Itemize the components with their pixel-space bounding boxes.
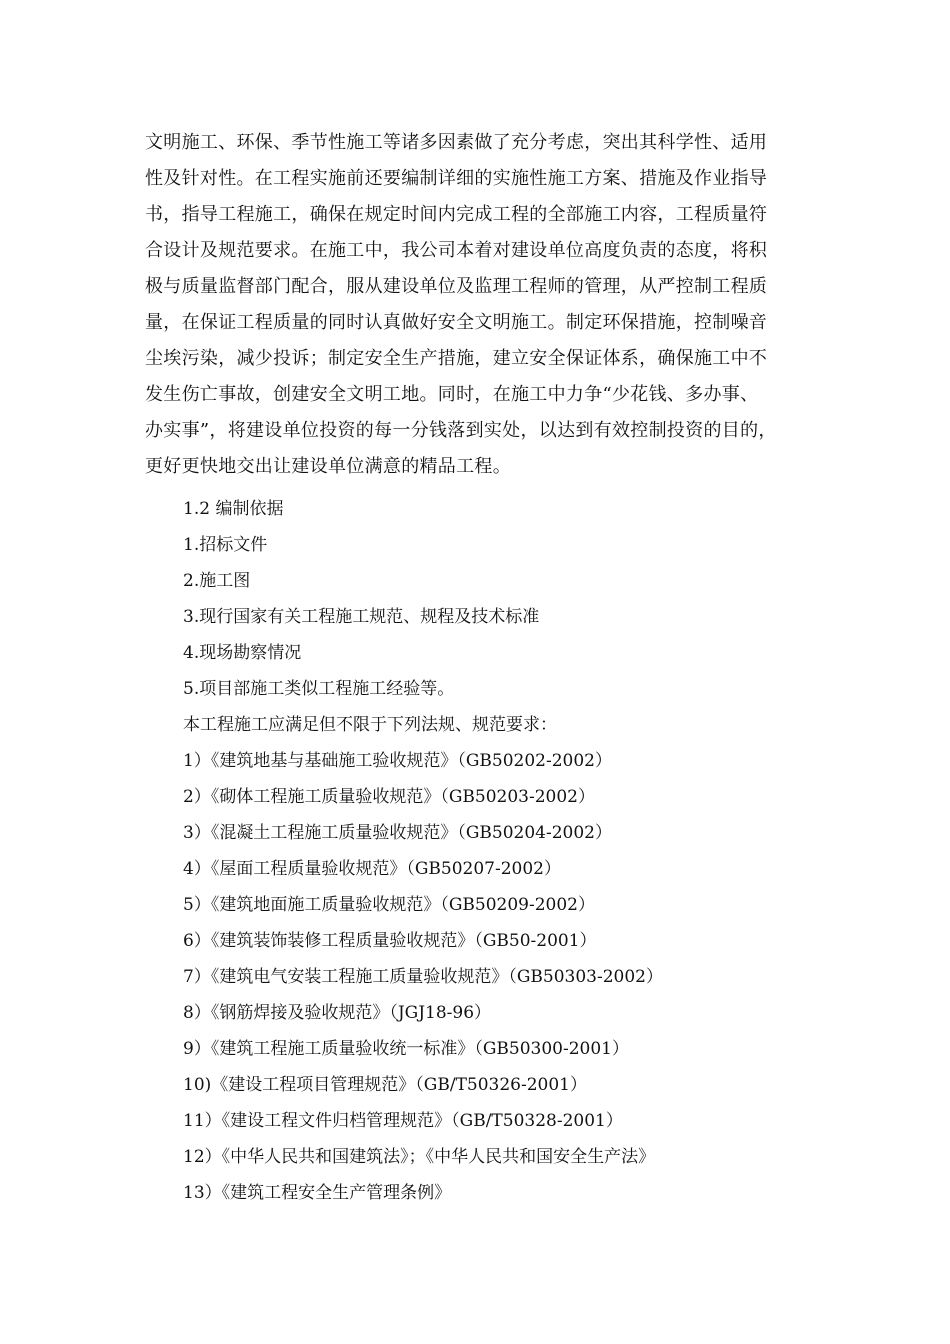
standard-item: 6）《建筑装饰装修工程质量验收规范》（GB50-2001）	[183, 931, 597, 951]
standard-item: 13）《建筑工程安全生产管理条例》	[183, 1183, 452, 1203]
paragraph-line: 更好更快地交出让建设单位满意的精品工程。	[145, 456, 511, 477]
list-intro: 本工程施工应满足但不限于下列法规、规范要求：	[183, 715, 557, 735]
paragraph-line: 文明施工、环保、季节性施工等诸多因素做了充分考虑，突出其科学性、适用	[145, 132, 768, 153]
paragraph-line: 性及针对性。在工程实施前还要编制详细的实施性施工方案、措施及作业指导	[145, 168, 768, 189]
basis-list	[183, 491, 663, 1211]
standard-item: 10)《建设工程项目管理规范》（GB/T50326-2001）	[183, 1075, 587, 1095]
standard-item: 5）《建筑地面施工质量验收规范》（GB50209-2002）	[183, 895, 595, 915]
paragraph-line: 发生伤亡事故，创建安全文明工地。同时，在施工中力争“少花钱、多办事、	[145, 384, 759, 405]
paragraph-line: 办实事”，将建设单位投资的每一分钱落到实处，以达到有效控制投资的目的，	[145, 420, 777, 441]
standard-item: 12）《中华人民共和国建筑法》；《中华人民共和国安全生产法》	[183, 1147, 656, 1167]
standard-item: 3）《混凝土工程施工质量验收规范》（GB50204-2002）	[183, 823, 612, 843]
paragraph-line: 极与质量监督部门配合，服从建设单位及监理工程师的管理，从严控制工程质	[145, 276, 768, 297]
paragraph-line: 量，在保证工程质量的同时认真做好安全文明施工。制定环保措施，控制噪音	[145, 312, 768, 333]
body-paragraph	[145, 125, 815, 485]
paragraph-line: 尘埃污染，减少投诉；制定安全生产措施，建立安全保证体系，确保施工中不	[145, 348, 768, 369]
list-item: 1.招标文件	[183, 535, 268, 555]
list-item: 5.项目部施工类似工程施工经验等。	[183, 679, 455, 699]
list-item: 4.现场勘察情况	[183, 643, 302, 663]
standard-item: 9）《建筑工程施工质量验收统一标准》（GB50300-2001）	[183, 1039, 629, 1059]
section-heading: 1.2 编制依据	[183, 499, 284, 519]
list-item: 2.施工图	[183, 571, 251, 591]
standard-item: 7）《建筑电气安装工程施工质量验收规范》（GB50303-2002）	[183, 967, 663, 987]
standard-item: 8）《钢筋焊接及验收规范》（JGJ18-96）	[183, 1003, 492, 1023]
standard-item: 1）《建筑地基与基础施工验收规范》（GB50202-2002）	[183, 751, 612, 771]
paragraph-line: 合设计及规范要求。在施工中，我公司本着对建设单位高度负责的态度，将积	[145, 240, 768, 261]
standard-item: 4）《屋面工程质量验收规范》（GB50207-2002）	[183, 859, 561, 879]
standard-item: 11）《建设工程文件归档管理规范》（GB/T50328-2001）	[183, 1111, 623, 1131]
list-item: 3.现行国家有关工程施工规范、规程及技术标准	[183, 607, 540, 627]
paragraph-line: 书，指导工程施工，确保在规定时间内完成工程的全部施工内容，工程质量符	[145, 204, 768, 225]
standard-item: 2）《砌体工程施工质量验收规范》（GB50203-2002）	[183, 787, 595, 807]
